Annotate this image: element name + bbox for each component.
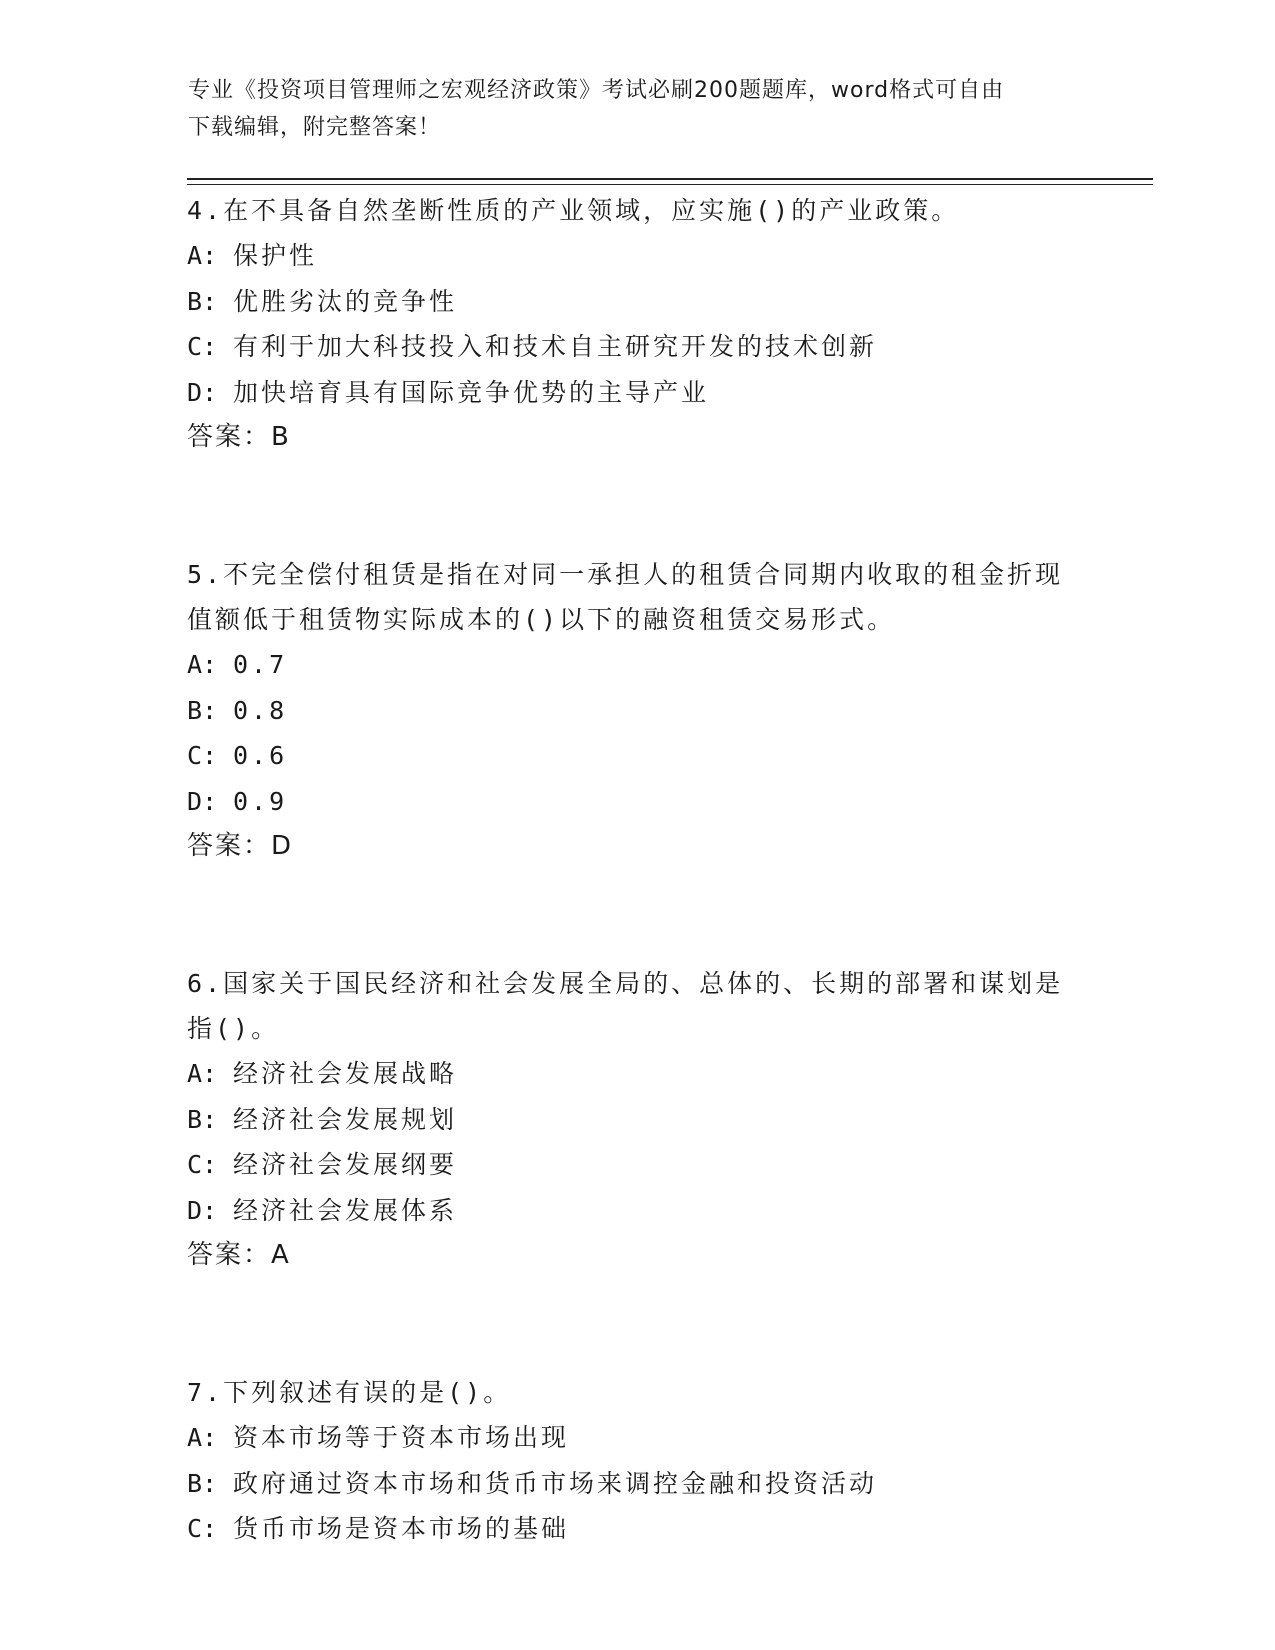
option-text: 政府通过资本市场和货币市场来调控金融和投资活动 [233,1468,878,1498]
answer-line: 答案：B [187,422,291,452]
header-line-1: 专业《投资项目管理师之宏观经济政策》考试必刷200题题库，word格式可自由 [188,78,1005,103]
option-text: 经济社会发展战略 [233,1059,458,1088]
option-d [187,779,1087,825]
option-a [187,1415,1087,1461]
header-line-2: 下载编辑，附完整答案！ [188,115,442,140]
option-key: A: [187,650,218,679]
option-key: C: [187,332,218,361]
option-text: 0.8 [233,695,288,725]
option-key: D: [187,786,218,816]
question-text: 5.不完全偿付租赁是指在对同一承担人的租赁合同期内收取的租金折现值额低于租赁物实际成本的()以下的融资租赁交易形式。 [187,560,1064,634]
option-b [187,1097,1087,1143]
option-text: 经济社会发展规划 [233,1104,458,1134]
question-text: 4.在不具备自然垄断性质的产业领域，应实施()的产业政策。 [187,196,960,225]
option-text: 保护性 [233,241,318,270]
option-key: A: [187,1059,218,1088]
question-5 [187,552,1087,869]
option-text: 货币市场是资本市场的基础 [233,1514,570,1543]
option-a [187,1051,1087,1097]
option-d [187,1188,1087,1234]
option-text: 经济社会发展体系 [233,1195,458,1225]
option-text: 0.6 [233,741,288,770]
option-b [187,1461,1087,1507]
option-key: D: [187,377,218,407]
header-divider-thick [187,178,1153,180]
option-text: 有利于加大科技投入和技术自主研究开发的技术创新 [233,332,878,361]
option-key: C: [187,1150,218,1179]
option-key: B: [187,1104,218,1134]
document-header [188,72,1088,146]
option-key: B: [187,286,218,316]
option-text: 0.9 [233,786,288,816]
question-7 [187,1370,1087,1552]
option-text: 加快培育具有国际竞争优势的主导产业 [233,377,710,407]
option-c [187,324,1087,370]
option-key: A: [187,1423,218,1452]
option-c [187,1506,1087,1552]
option-key: C: [187,741,218,770]
question-text: 7.下列叙述有误的是()。 [187,1378,512,1407]
option-b [187,688,1087,734]
option-text: 0.7 [233,650,288,679]
answer-line: 答案：A [187,1240,291,1270]
option-c [187,1142,1087,1188]
option-c [187,733,1087,779]
header-divider-thin [187,184,1153,185]
option-text: 经济社会发展纲要 [233,1150,458,1179]
option-b [187,279,1087,325]
option-a [187,642,1087,688]
question-4 [187,188,1087,460]
option-key: A: [187,241,218,270]
answer-line: 答案：D [187,831,294,861]
option-a [187,233,1087,279]
option-key: B: [187,1468,218,1498]
question-6 [187,961,1087,1278]
option-key: B: [187,695,218,725]
option-d [187,370,1087,416]
option-key: D: [187,1195,218,1225]
option-text: 优胜劣汰的竞争性 [233,286,458,316]
question-list [187,188,1087,1552]
question-text: 6.国家关于国民经济和社会发展全局的、总体的、长期的部署和谋划是指()。 [187,969,1064,1043]
option-key: C: [187,1514,218,1543]
option-text: 资本市场等于资本市场出现 [233,1423,570,1452]
